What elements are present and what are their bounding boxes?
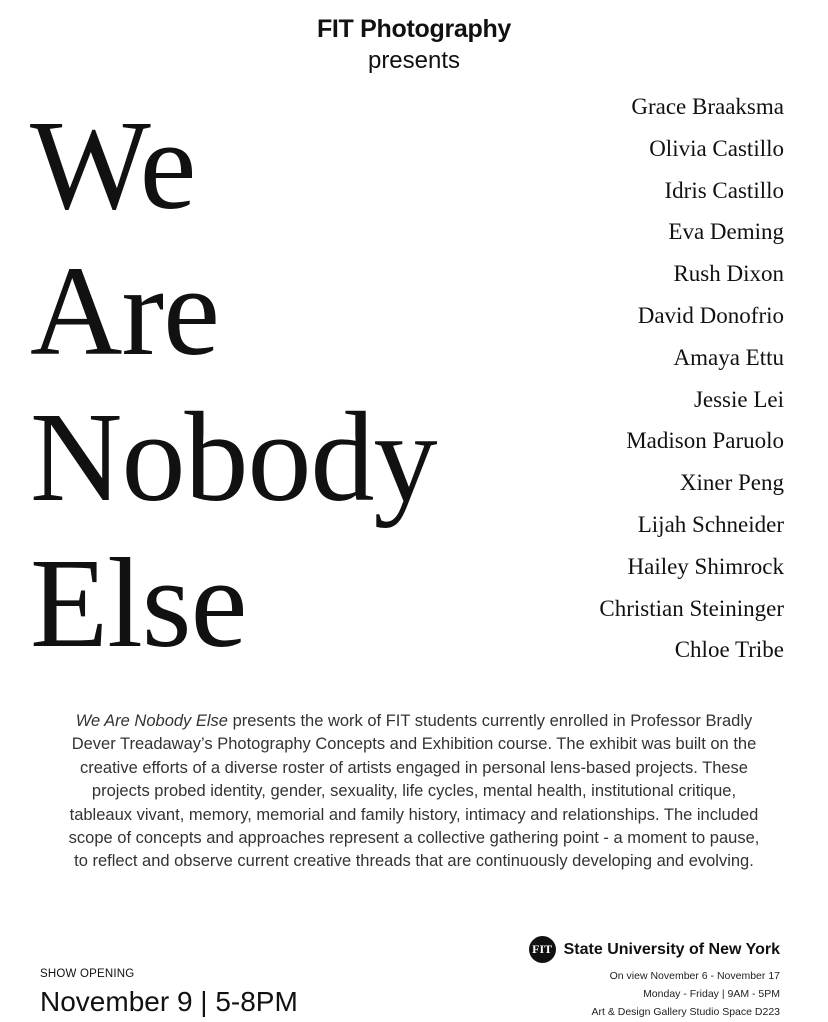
gallery-hours: Monday - Friday | 9AM - 5PM xyxy=(643,988,780,1000)
show-opening-label: SHOW OPENING xyxy=(40,968,135,980)
artist-name: Amaya Ettu xyxy=(673,344,784,370)
artist-name: David Donofrio xyxy=(637,302,784,328)
show-opening-date: November 9 | 5-8PM xyxy=(40,986,298,1017)
header xyxy=(0,12,828,76)
fit-logo-icon: FIT xyxy=(529,936,556,963)
artist-list xyxy=(599,86,784,671)
artist-name: Eva Deming xyxy=(668,219,784,245)
gallery-location: Art & Design Gallery Studio Space D223 xyxy=(591,1006,780,1018)
artist-name: Lijah Schneider xyxy=(637,511,784,537)
title-line: Nobody xyxy=(30,386,437,528)
artist-name: Olivia Castillo xyxy=(649,135,784,161)
description-body: presents the work of FIT students currently enrolled in Professor Bradly Dever Treadaway’s Photography Concepts and Exhibition course. The exhibit was built on the creative efforts of a diverse roster of artists engaged in personal lens-based projects. These projects probed identity, gender, sexuality, life cycles, mental health, institutional critique, tableaux vivant, memory, memorial and family history, intimacy and relationships. The included scope of concepts and approaches represent a collective gathering point - a moment to pause, to reflect and observe current creative threads that are continuously developing and evolving. xyxy=(68,712,760,871)
artist-name: Chloe Tribe xyxy=(674,637,784,663)
institution-block xyxy=(529,936,780,1021)
artist-name: Xiner Peng xyxy=(679,470,784,496)
institution-name: State University of New York xyxy=(563,940,780,958)
organization-name: FIT Photography xyxy=(316,15,512,43)
artist-name: Christian Steininger xyxy=(599,595,784,621)
artist-name: Madison Paruolo xyxy=(626,428,784,454)
on-view-dates: On view November 6 - November 17 xyxy=(609,970,780,982)
artist-name: Idris Castillo xyxy=(664,177,784,203)
artist-name: Hailey Shimrock xyxy=(627,553,784,579)
artist-name: Rush Dixon xyxy=(673,261,784,287)
title-line: We xyxy=(30,94,196,236)
artist-name: Jessie Lei xyxy=(693,386,784,412)
description-title: We Are Nobody Else xyxy=(75,712,228,730)
title-line: Else xyxy=(30,532,247,674)
show-opening xyxy=(40,966,298,1020)
exhibition-title xyxy=(30,92,436,676)
artist-name: Grace Braaksma xyxy=(631,94,784,119)
presents-text: presents xyxy=(367,47,461,74)
exhibition-description xyxy=(60,710,768,874)
title-line: Are xyxy=(30,240,219,382)
